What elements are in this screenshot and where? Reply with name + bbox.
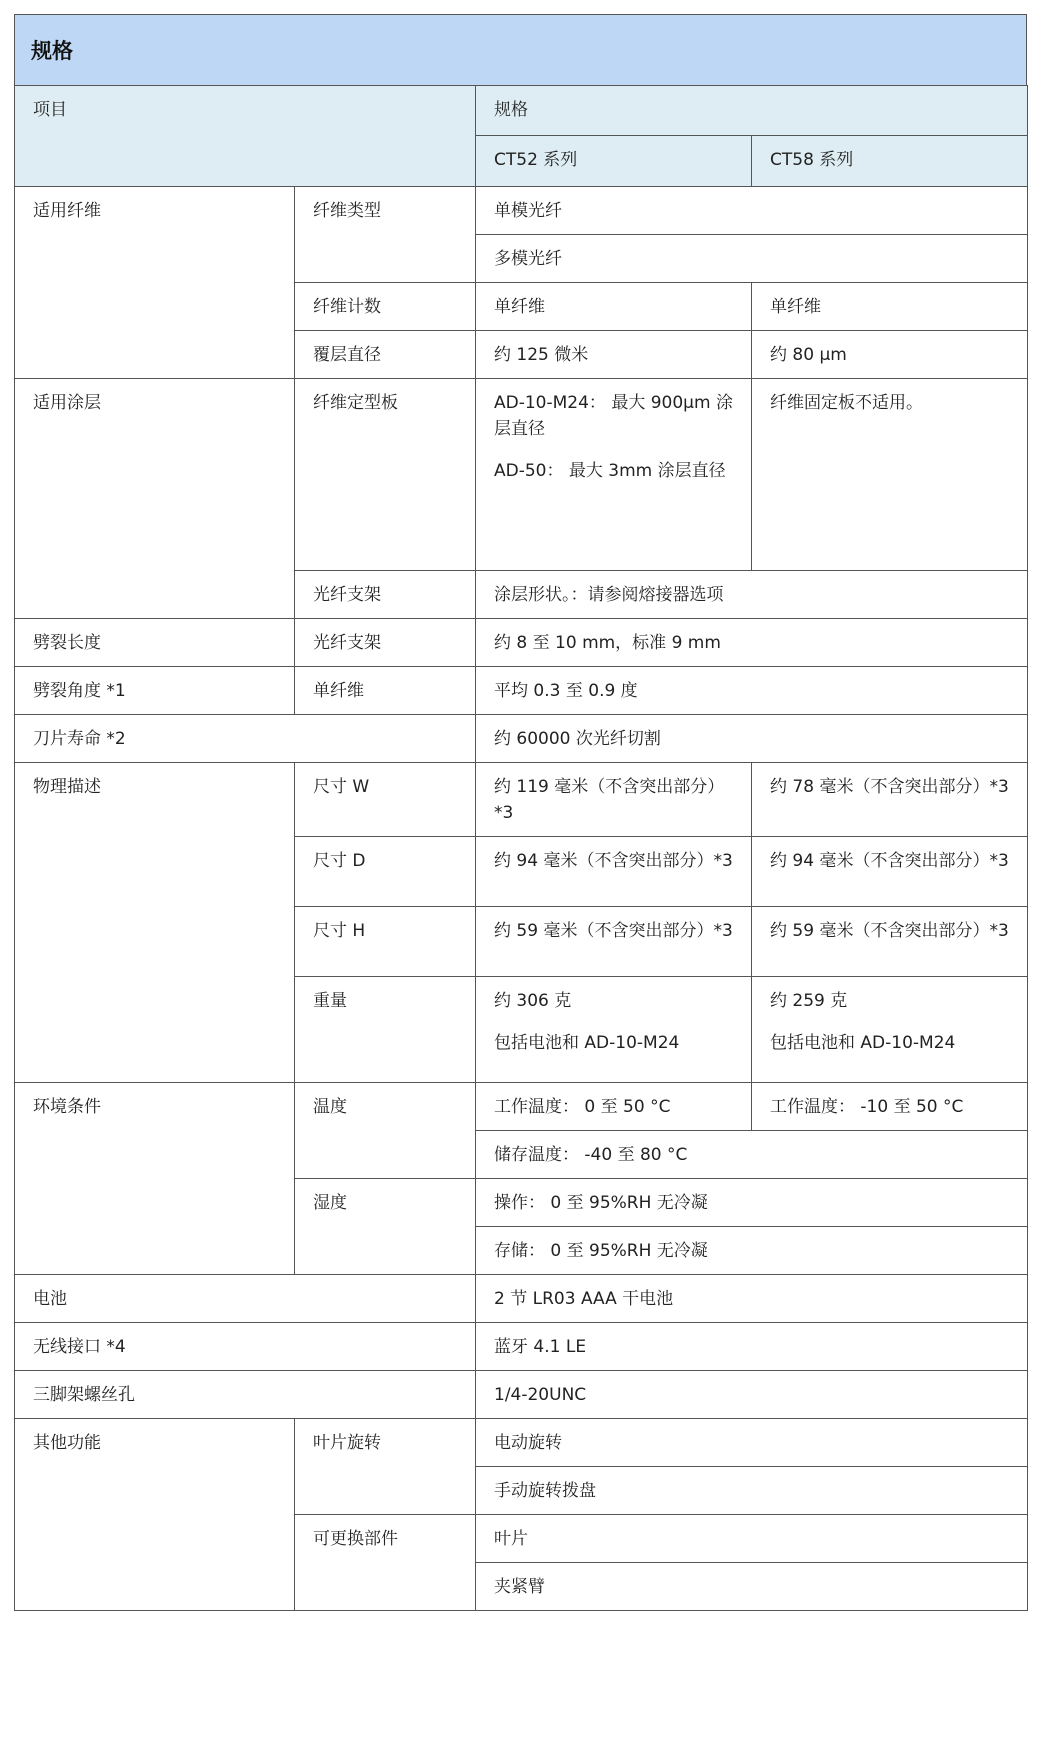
row-label-physical: 物理描述 bbox=[15, 763, 295, 1083]
dim-h-ct58: 约 59 毫米（不含突出部分）*3 bbox=[752, 907, 1028, 977]
weight-ct52-note: 包括电池和 AD-10-M24 bbox=[494, 1033, 680, 1053]
row-label-other: 其他功能 bbox=[15, 1419, 295, 1611]
humidity-storage: 存储： 0 至 95%RH 无冷凝 bbox=[476, 1227, 1028, 1275]
table-row bbox=[15, 1083, 1028, 1131]
header-spec: 规格 bbox=[476, 86, 1028, 136]
humidity-operating: 操作： 0 至 95%RH 无冷凝 bbox=[476, 1179, 1028, 1227]
row-label-battery: 电池 bbox=[15, 1275, 476, 1323]
fiber-holder-value: 涂层形状。：请参阅熔接器选项 bbox=[476, 571, 1028, 619]
fiber-plate-ct52 bbox=[476, 379, 752, 571]
table-row bbox=[15, 379, 1028, 571]
weight-ct58 bbox=[752, 977, 1028, 1083]
fiber-plate-ad10: AD-10-M24： 最大 900µm 涂层直径 bbox=[494, 393, 733, 439]
sub-label-dim-h: 尺寸 H bbox=[295, 907, 476, 977]
page-title: 规格 bbox=[31, 39, 73, 63]
row-label-coating: 适用涂层 bbox=[15, 379, 295, 619]
dim-h-ct52: 约 59 毫米（不含突出部分）*3 bbox=[476, 907, 752, 977]
row-label-cleave-angle: 劈裂角度 *1 bbox=[15, 667, 295, 715]
header-item: 项目 bbox=[15, 86, 476, 187]
fiber-plate-ad50: AD-50： 最大 3mm 涂层直径 bbox=[494, 461, 726, 481]
fiber-type-multi: 多模光纤 bbox=[476, 235, 1028, 283]
sub-label-dim-d: 尺寸 D bbox=[295, 837, 476, 907]
dim-d-ct52: 约 94 毫米（不含突出部分）*3 bbox=[476, 837, 752, 907]
row-label-tripod: 三脚架螺丝孔 bbox=[15, 1371, 476, 1419]
sub-label-blade-rotation: 叶片旋转 bbox=[295, 1419, 476, 1515]
sub-label-cleave-length: 光纤支架 bbox=[295, 619, 476, 667]
weight-ct52-value: 约 306 克 bbox=[494, 991, 572, 1011]
sub-label-temperature: 温度 bbox=[295, 1083, 476, 1179]
temp-operating-ct58: 工作温度： -10 至 50 °C bbox=[752, 1083, 1028, 1131]
blade-life-value: 约 60000 次光纤切割 bbox=[476, 715, 1028, 763]
sub-label-cladding: 覆层直径 bbox=[295, 331, 476, 379]
rotation-manual: 手动旋转拨盘 bbox=[476, 1467, 1028, 1515]
row-label-fiber: 适用纤维 bbox=[15, 187, 295, 379]
sub-label-dim-w: 尺寸 W bbox=[295, 763, 476, 837]
temp-storage: 储存温度： -40 至 80 °C bbox=[476, 1131, 1028, 1179]
dim-d-ct58: 约 94 毫米（不含突出部分）*3 bbox=[752, 837, 1028, 907]
weight-ct58-value: 约 259 克 bbox=[770, 991, 848, 1011]
weight-ct52 bbox=[476, 977, 752, 1083]
row-label-environment: 环境条件 bbox=[15, 1083, 295, 1275]
sub-label-weight: 重量 bbox=[295, 977, 476, 1083]
row-label-wireless: 无线接口 *4 bbox=[15, 1323, 476, 1371]
table-row bbox=[15, 619, 1028, 667]
weight-ct58-note: 包括电池和 AD-10-M24 bbox=[770, 1033, 956, 1053]
table-row bbox=[15, 1323, 1028, 1371]
spec-table bbox=[14, 85, 1028, 1611]
table-header-row bbox=[15, 86, 1028, 136]
spec-sheet bbox=[14, 14, 1027, 1611]
table-row bbox=[15, 763, 1028, 837]
sub-label-replaceable-parts: 可更换部件 bbox=[295, 1515, 476, 1611]
cladding-ct58: 约 80 µm bbox=[752, 331, 1028, 379]
battery-value: 2 节 LR03 AAA 干电池 bbox=[476, 1275, 1028, 1323]
table-row bbox=[15, 667, 1028, 715]
header-model-ct58: CT58 系列 bbox=[752, 136, 1028, 187]
table-row bbox=[15, 715, 1028, 763]
rotation-motor: 电动旋转 bbox=[476, 1419, 1028, 1467]
table-row bbox=[15, 187, 1028, 235]
row-label-cleave-length: 劈裂长度 bbox=[15, 619, 295, 667]
fiber-type-single: 单模光纤 bbox=[476, 187, 1028, 235]
sub-label-cleave-angle: 单纤维 bbox=[295, 667, 476, 715]
temp-operating-ct52: 工作温度： 0 至 50 °C bbox=[476, 1083, 752, 1131]
part-blade: 叶片 bbox=[476, 1515, 1028, 1563]
sub-label-fiber-type: 纤维类型 bbox=[295, 187, 476, 283]
table-row bbox=[15, 1275, 1028, 1323]
sub-label-fiber-count: 纤维计数 bbox=[295, 283, 476, 331]
cleave-length-value: 约 8 至 10 mm，标准 9 mm bbox=[476, 619, 1028, 667]
cladding-ct52: 约 125 微米 bbox=[476, 331, 752, 379]
part-clamp-arm: 夹紧臂 bbox=[476, 1563, 1028, 1611]
table-row bbox=[15, 1371, 1028, 1419]
tripod-value: 1/4-20UNC bbox=[476, 1371, 1028, 1419]
sub-label-fiber-holder: 光纤支架 bbox=[295, 571, 476, 619]
fiber-count-ct58: 单纤维 bbox=[752, 283, 1028, 331]
dim-w-ct52: 约 119 毫米（不含突出部分）*3 bbox=[476, 763, 752, 837]
row-label-blade-life: 刀片寿命 *2 bbox=[15, 715, 476, 763]
fiber-plate-ct58: 纤维固定板不适用。 bbox=[752, 379, 1028, 571]
dim-w-ct58: 约 78 毫米（不含突出部分）*3 bbox=[752, 763, 1028, 837]
wireless-value: 蓝牙 4.1 LE bbox=[476, 1323, 1028, 1371]
fiber-count-ct52: 单纤维 bbox=[476, 283, 752, 331]
sub-label-fiber-plate: 纤维定型板 bbox=[295, 379, 476, 571]
sub-label-humidity: 湿度 bbox=[295, 1179, 476, 1275]
header-model-ct52: CT52 系列 bbox=[476, 136, 752, 187]
title-banner bbox=[14, 14, 1027, 86]
cleave-angle-value: 平均 0.3 至 0.9 度 bbox=[476, 667, 1028, 715]
table-row bbox=[15, 1419, 1028, 1467]
